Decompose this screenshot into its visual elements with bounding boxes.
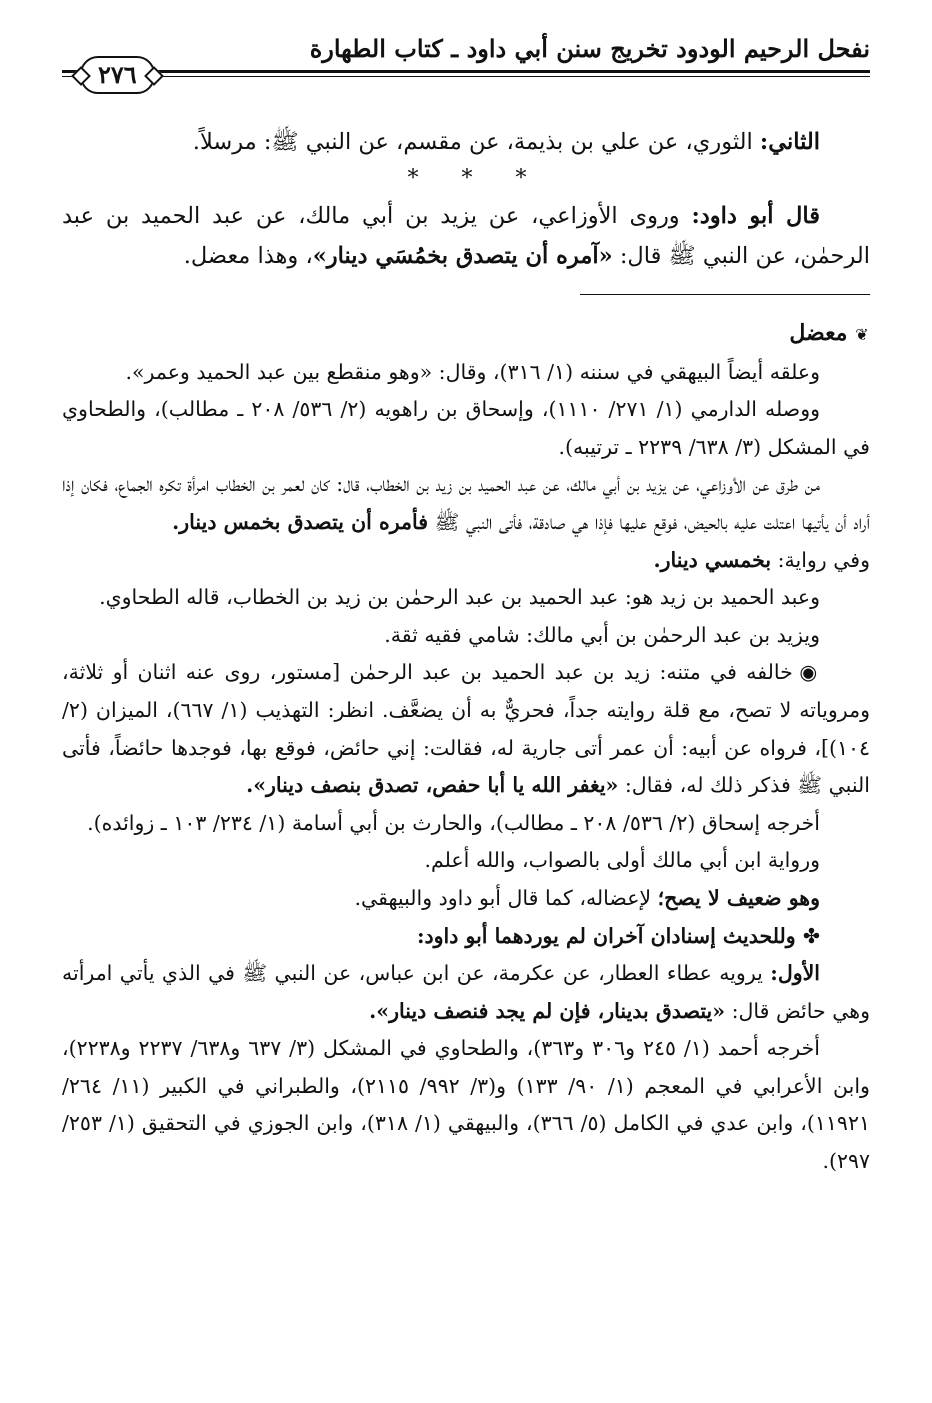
commentary-paragraph-1: وعلقه أيضاً البيهقي في سننه (١/ ٣١٦)، وقال: «وهو منقطع بين عبد الحميد وعمر». [125,359,820,384]
commentary-paragraph-2: ووصله الدارمي (١/ ٢٧١/ ١١١٠)، وإسحاق بن راهويه (٢/ ٥٣٦/ ٢٠٨ ـ مطالب)، والطحاوي في المشكل (٣/ ٦٣٨/ ٢٢٣٩ ـ ترتيبه). [62,397,870,459]
book-title: نفحل الرحيم الودود تخريج سنن أبي داود ـ كتاب الطهارة [309,34,870,63]
circle-bullet-icon: ◉ [799,660,821,685]
page-number: ٢٧٦ [80,56,155,94]
commentary-paragraph-3-text: من طرق عن الأوزاعي، عن يزيد بن أبي مالك، عن عبد الحميد بن زيد بن الخطاب، قال: كان لعمر بن الخطاب امرأة تكره الجماع، فكان إذا أراد أن يأتيها اعتلت عليه بالحيض، فوقع عليها فإذا هي صادقة، فأتى النبي ﷺ [62,472,870,534]
book-page [62,30,870,1370]
running-header [62,30,870,102]
main-paragraph-1-text: الثوري، عن علي بن بذيمة، عن مقسم، عن النبي ﷺ: مرسلاً. [192,129,760,155]
main-paragraph-1 [62,122,870,162]
commentary-paragraph-4 [62,542,870,580]
commentary-paragraph-12-text: يرويه عطاء العطار، عن عكرمة، عن ابن عباس، عن النبي ﷺ في الذي يأتي امرأته وهي حائض قال: [62,961,870,1023]
commentary-paragraph-12 [62,955,870,1030]
label-abu-dawud: قال أبو داود: [691,203,821,229]
commentary-paragraph-10 [62,880,870,918]
commentary-paragraph-10-text: لإعضاله، كما قال أبو داود والبيهقي. [354,885,658,910]
commentary-heading-text: معضل [789,320,848,346]
commentary-paragraph-5: وعبد الحميد بن زيد هو: عبد الحميد بن عبد الرحمٰن بن زيد بن الخطاب، قاله الطحاوي. [99,585,820,610]
commentary-paragraph-10-bold: وهو ضعيف لا يصح؛ [657,885,820,910]
commentary-paragraph-6: ويزيد بن عبد الرحمٰن بن أبي مالك: شامي فقيه ثقة. [384,622,820,647]
label-second: الثاني: [759,129,820,155]
commentary-paragraph-7-bold: «يغفر الله يا أبا حفص، تصدق بنصف دينار». [246,773,619,798]
flower-bullet-icon: ✤ [802,923,820,948]
label-first: الأول: [770,961,820,986]
commentary-paragraph-9: ورواية ابن أبي مالك أولى بالصواب، والله أعلم. [424,848,820,873]
main-text [62,122,870,276]
section-separator: * * * [407,166,545,191]
commentary-paragraph-11 [62,918,870,956]
commentary-paragraph-7 [62,654,870,804]
commentary-paragraph-3-bold: فأمره أن يتصدق بخمس دينار. [172,509,429,534]
footnote-divider [580,294,870,295]
main-paragraph-2-text-a: وروى الأوزاعي، عن يزيد بن أبي مالك، عن عبد الحميد بن عبد الرحمٰن، عن النبي ﷺ قال: [62,203,870,269]
commentary-paragraph-11-bold: وللحديث إسنادان آخران لم يوردهما أبو داود: [416,923,803,948]
commentary-paragraph-4-bold: بخمسي دينار. [653,547,772,572]
commentary-paragraph-13: أخرجه أحمد (١/ ٢٤٥ و٣٠٦ و٣٦٣)، والطحاوي في المشكل (٣/ ٦٣٧ و٦٣٨/ ٢٢٣٧ و٢٢٣٨)، وابن الأعرابي في المعجم (١/ ٩٠/ ١٣٣) و(٣/ ٩٩٢/ ٢١١٥)، والطبراني في الكبير (١١/ ٢٦٤/ ١١٩٢١)، وابن عدي في الكامل (٥/ ٣٦٦)، والبيهقي (١/ ٣١٨)، وابن الجوزي في التحقيق (١/ ٢٥٣/ ٢٩٧). [62,1036,870,1174]
header-rule-thick [62,70,870,73]
main-paragraph-2-text-b: ، وهذا معضل. [183,243,313,269]
commentary-paragraph-4-text: وفي رواية: [771,547,870,572]
commentary-paragraph-12-bold: «يتصدق بدينار، فإن لم يجد فنصف دينار». [369,998,726,1023]
hadith-quote: «آمره أن يتصدق بخمُسَي دينار» [312,243,613,269]
commentary-heading [62,315,870,354]
main-paragraph-2 [62,196,870,276]
header-rule-thin [62,76,870,77]
fleuron-icon: ❦ [855,325,869,344]
commentary-paragraph-8: أخرجه إسحاق (٢/ ٥٣٦/ ٢٠٨ ـ مطالب)، والحارث بن أبي أسامة (١/ ٢٣٤/ ١٠٣ ـ زوائده). [87,810,820,835]
commentary [62,315,870,1181]
commentary-paragraph-3 [62,466,870,541]
commentary-paragraph-7-text: خالفه في متنه: زيد بن عبد الحميد بن عبد الرحمٰن [مستور، روى عنه اثنان أو ثلاثة، ومروياته لا تصح، مع قلة روايته جداً، فحريٌّ به أن يضعَّف. انظر: التهذيب (١/ ٦٦٧)، الميزان (٢/ ١٠٤)]، فرواه عن أبيه: أن عمر أتى جارية له، فقالت: إني حائض، فوقع بها، فوجدها حائضاً، فأتى النبي ﷺ فذكر ذلك له، فقال: [62,660,870,798]
